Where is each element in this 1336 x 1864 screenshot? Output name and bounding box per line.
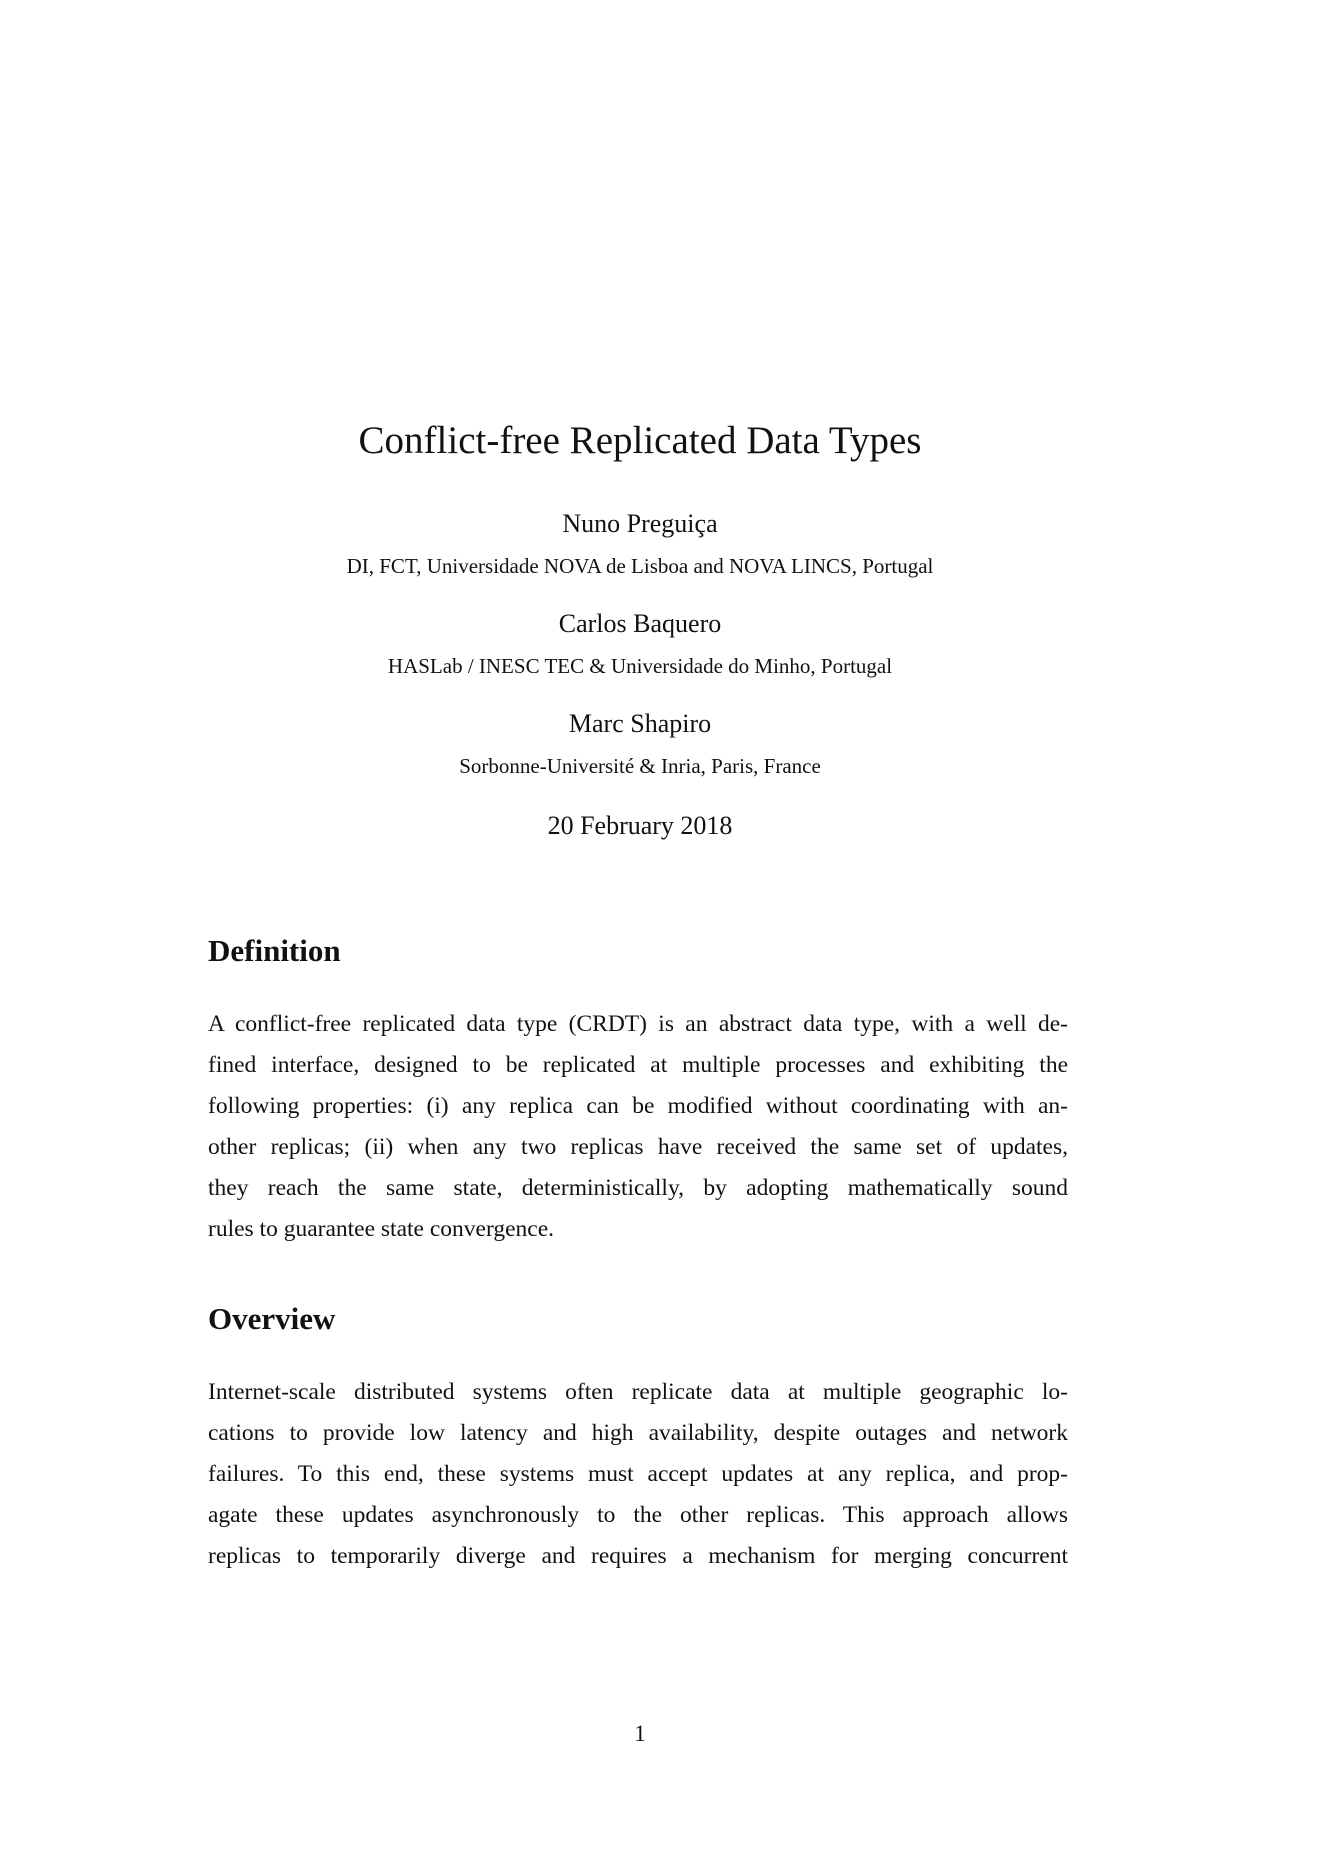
paper-title: Conflict-free Replicated Data Types <box>358 419 922 462</box>
paragraph-line: following properties: (i) any replica can be modified without coordinating with an- <box>208 1093 1068 1119</box>
paragraph-line: agate these updates asynchronously to the other replicas. This approach allows <box>208 1502 1068 1528</box>
paragraph-line: other replicas; (ii) when any two replicas have received the same set of updates, <box>208 1134 1068 1160</box>
author-name: Carlos Baquero <box>558 609 722 638</box>
author-affiliation: Sorbonne-Université & Inria, Paris, France <box>459 754 821 778</box>
author-name: Nuno Preguiça <box>562 509 718 538</box>
author-name: Marc Shapiro <box>568 709 712 738</box>
section-heading-overview: Overview <box>208 1301 336 1336</box>
author-affiliation: HASLab / INESC TEC & Universidade do Minho, Portugal <box>387 654 893 678</box>
page-number: 1 <box>634 1721 646 1746</box>
definition-paragraph <box>208 1004 1068 1250</box>
overview-paragraph <box>208 1372 1068 1577</box>
paragraph-line: Internet-scale distributed systems often replicate data at multiple geographic lo- <box>208 1379 1068 1405</box>
paragraph-line: replicas to temporarily diverge and requires a mechanism for merging concurrent <box>208 1543 1068 1569</box>
author-affiliation: DI, FCT, Universidade NOVA de Lisboa and NOVA LINCS, Portugal <box>346 554 934 578</box>
paragraph-line: A conflict-free replicated data type (CRDT) is an abstract data type, with a well de- <box>208 1011 1068 1037</box>
paragraph-line: cations to provide low latency and high availability, despite outages and network <box>208 1420 1068 1446</box>
paragraph-line: fined interface, designed to be replicated at multiple processes and exhibiting the <box>208 1052 1068 1078</box>
publication-date: 20 February 2018 <box>547 811 733 840</box>
paragraph-line: rules to guarantee state convergence. <box>208 1216 555 1242</box>
paragraph-line: failures. To this end, these systems must accept updates at any replica, and prop- <box>208 1461 1068 1487</box>
paragraph-line: they reach the same state, deterministically, by adopting mathematically sound <box>208 1175 1068 1201</box>
section-heading-definition: Definition <box>208 933 341 968</box>
